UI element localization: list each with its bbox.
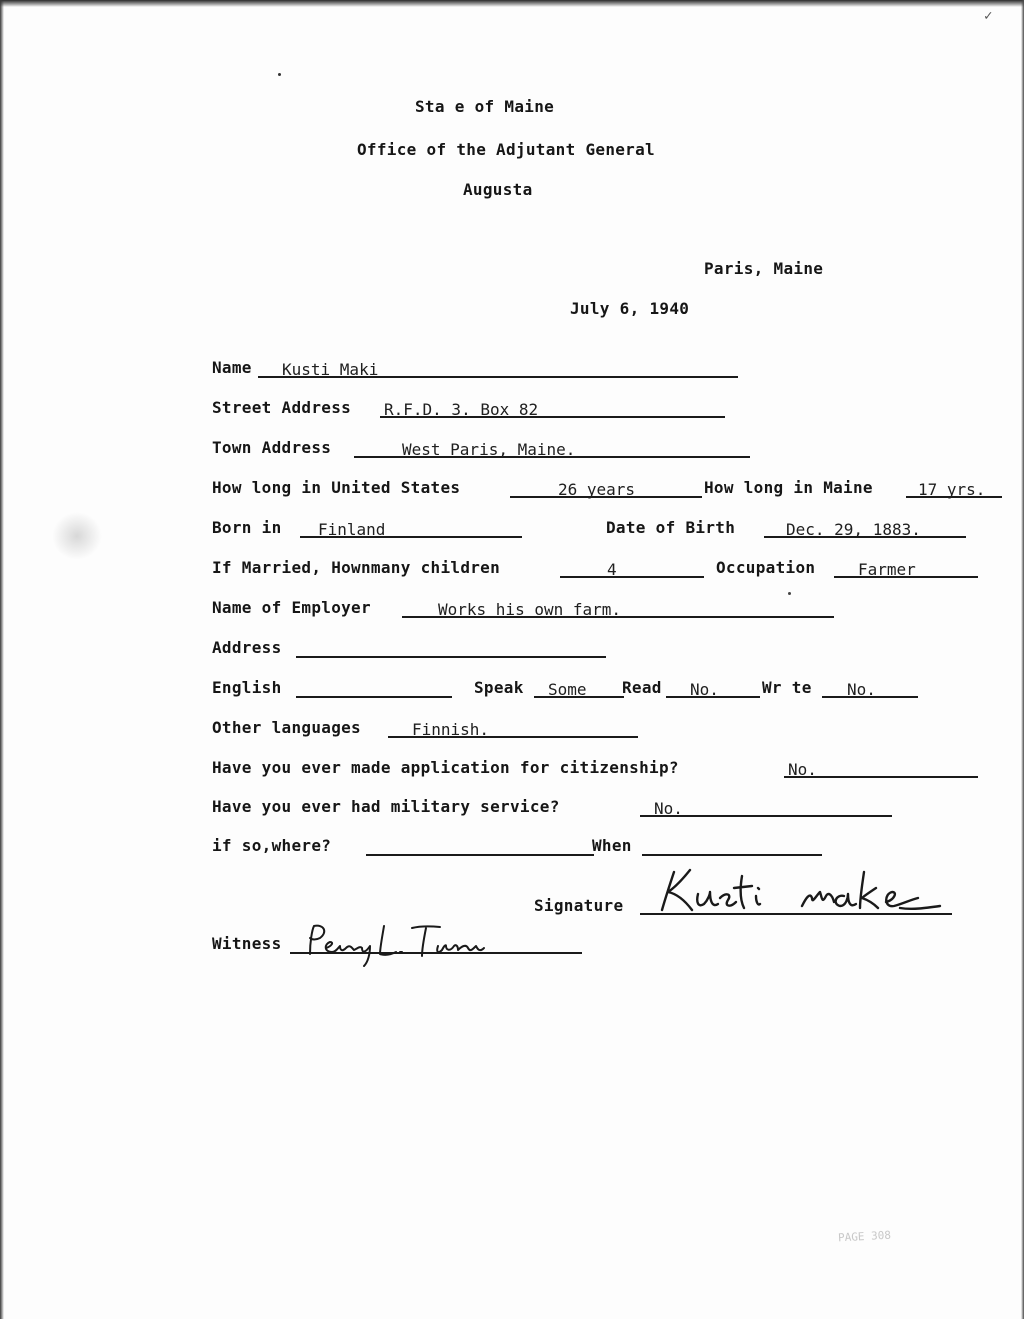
military-value: No. — [654, 799, 683, 818]
how-long-us-label: How long in United States — [212, 478, 461, 497]
ink-speck — [278, 73, 281, 76]
how-long-maine-value: 17 yrs. — [918, 480, 986, 499]
citizenship-value: No. — [788, 760, 817, 779]
speak-value: Some — [548, 680, 587, 699]
header-city: Augusta — [463, 180, 533, 199]
how-long-maine-label: How long in Maine — [704, 478, 873, 497]
read-label: Read — [622, 678, 662, 697]
date-of-birth-value: Dec. 29, 1883. — [786, 520, 921, 539]
town-address-label: Town Address — [212, 438, 332, 457]
occupation-value: Farmer — [858, 560, 916, 579]
header-state: Sta e of Maine — [415, 97, 555, 116]
if-so-where-label: if so,where? — [212, 836, 332, 855]
occupation-label: Occupation — [716, 558, 816, 577]
scan-smudge — [52, 512, 102, 560]
corner-tick-mark: ✓ — [984, 8, 993, 24]
when-underline — [642, 854, 822, 856]
witness-label: Witness — [212, 934, 282, 953]
speak-label: Speak — [474, 678, 524, 697]
born-in-value: Finland — [318, 520, 386, 539]
signature-label: Signature — [534, 896, 624, 915]
write-label: Wr te — [762, 678, 812, 697]
street-address-value: R.F.D. 3. Box 82 — [384, 400, 539, 419]
name-value: Kusti Maki — [282, 360, 379, 379]
military-label: Have you ever had military service? — [212, 797, 560, 816]
children-label: If Married, Hownmany children — [212, 558, 501, 577]
witness-handwriting — [300, 918, 500, 968]
scan-edge-top — [0, 0, 1024, 7]
employer-value: Works his own farm. — [438, 600, 622, 619]
address-label: Address — [212, 638, 282, 657]
born-in-label: Born in — [212, 518, 282, 537]
date: July 6, 1940 — [570, 299, 690, 318]
english-label: English — [212, 678, 282, 697]
english-underline — [296, 696, 452, 698]
children-value: 4 — [607, 560, 617, 579]
when-label: When — [592, 836, 632, 855]
write-value: No. — [847, 680, 876, 699]
place: Paris, Maine — [704, 259, 824, 278]
other-languages-value: Finnish. — [412, 720, 490, 739]
read-value: No. — [690, 680, 719, 699]
children-underline — [560, 576, 704, 578]
town-address-value: West Paris, Maine. — [402, 440, 576, 459]
date-of-birth-label: Date of Birth — [606, 518, 736, 537]
citizenship-label: Have you ever made application for citizenship? — [212, 758, 679, 777]
name-label: Name — [212, 358, 252, 377]
header-office: Office of the Adjutant General — [357, 140, 655, 159]
address-underline — [296, 656, 606, 658]
street-address-label: Street Address — [212, 398, 352, 417]
scan-edge-left — [0, 0, 4, 1319]
employer-label: Name of Employer — [212, 598, 371, 617]
ink-speck — [788, 592, 791, 595]
other-languages-label: Other languages — [212, 718, 361, 737]
if-so-where-underline — [366, 854, 594, 856]
faint-page-mark: PAGE 308 — [837, 1228, 892, 1245]
signature-handwriting — [650, 862, 950, 918]
how-long-us-value: 26 years — [558, 480, 636, 499]
